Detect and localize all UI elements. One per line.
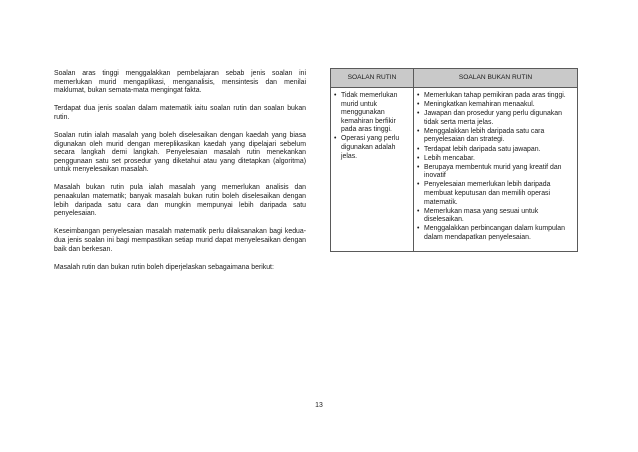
non-routine-cell (414, 88, 578, 252)
list-item: • Meningkatkan kemahiran menaakul. (417, 101, 574, 110)
comparison-table (330, 68, 578, 252)
table-row (331, 88, 578, 252)
paragraph: Soalan rutin ialah masalah yang boleh diselesaikan dengan kaedah yang biasa digunakan oleh murid dengan mereplikasikan kaedah yang dipelajari sebelum secara langkah demi langkah. Penyelesaian masalah rutin menekankan penggunaan satu set prosedur yang diketahui atau yang ditetapkan (algoritma) untuk menyelesaikan masalah. (54, 131, 306, 174)
list-item: • Terdapat lebih daripada satu jawapan. (417, 146, 574, 155)
paragraph: Masalah rutin dan bukan rutin boleh diperjelaskan sebagaimana berikut: (54, 263, 274, 271)
list-item: • Memerlukan tahap pemikiran pada aras tinggi. (417, 92, 574, 101)
list-item: • Berupaya membentuk murid yang kreatif dan inovatif (417, 164, 574, 181)
list-item: • Memerlukan masa yang sesuai untuk diselesaikan. (417, 208, 574, 225)
list-item: • Jawapan dan prosedur yang perlu digunakan tidak serta merta jelas. (417, 110, 574, 127)
paragraph: Masalah bukan rutin pula ialah masalah yang memerlukan analisis dan penaakulan matematik; banyak masalah bukan rutin boleh diselesaikan dengan lebih daripada satu cara dan mungkin mempunyai lebih daripada satu penyelesaian. (54, 184, 306, 218)
paragraph: Terdapat dua jenis soalan dalam matematik iaitu soalan rutin dan soalan bukan rutin. (54, 105, 306, 121)
body-text-column (54, 70, 306, 282)
list-item: • Lebih mencabar. (417, 155, 574, 164)
list-item: • Menggalakkan perbincangan dalam kumpulan dalam mendapatkan penyelesaian. (417, 225, 574, 242)
table-header-row (331, 69, 578, 88)
routine-cell (331, 88, 414, 252)
non-routine-list (417, 92, 574, 243)
list-item: • Menggalakkan lebih daripada satu cara penyelesaian dan strategi. (417, 128, 574, 145)
page-number: 13 (315, 402, 323, 409)
list-item: • Tidak memerlukan murid untuk menggunakan kemahiran berfikir pada aras tinggi. (334, 92, 410, 135)
paragraph: Soalan aras tinggi menggalakkan pembelajaran sebab jenis soalan ini memerlukan murid mengaplikasi, menganalisis, mensintesis dan menilai maklumat, bukan semata-mata mengingat fakta. (54, 70, 306, 95)
list-item: • Penyelesaian memerlukan lebih daripada membuat keputusan dan memilih operasi matematik. (417, 181, 574, 207)
routine-list (334, 92, 410, 161)
header-non-routine: SOALAN BUKAN RUTIN (414, 69, 578, 88)
list-item: • Operasi yang perlu digunakan adalah jelas. (334, 135, 410, 161)
header-routine: SOALAN RUTIN (331, 69, 414, 88)
paragraph: Keseimbangan penyelesaian masalah matematik perlu dilaksanakan bagi kedua-dua jenis soalan ini bagi mempastikan setiap murid dapat menyelesaikan dengan baik dan berkesan. (54, 228, 306, 253)
